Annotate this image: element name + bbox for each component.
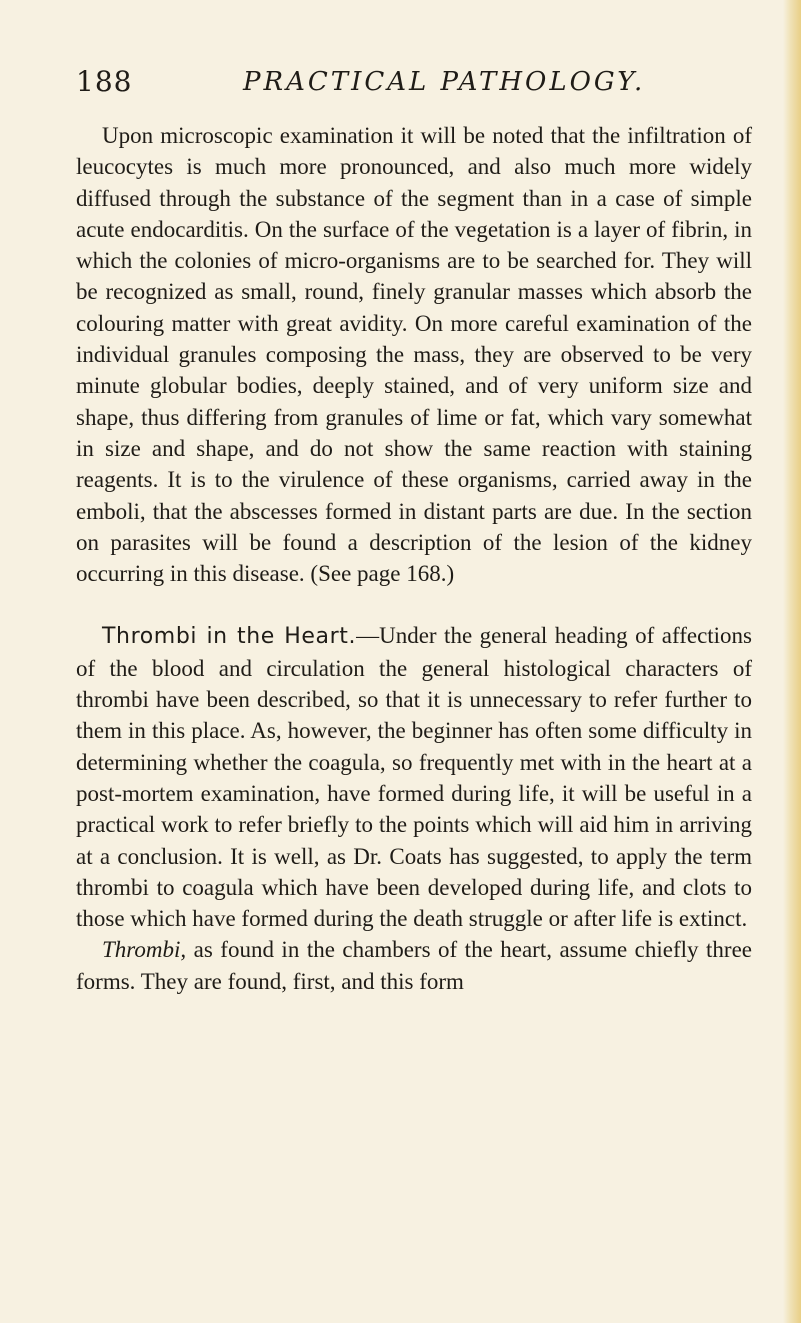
book-page [76, 66, 752, 1306]
page-edge-shading [783, 0, 801, 1323]
section-heading-thrombi: Thrombi in the Heart. [102, 624, 357, 650]
paragraph-thrombi-body: —Under the general heading of affections of the blood and circulation the general histological characters of thrombi have been described, so that it is unnecessary to refer further to them in this place. As, however, the beginner has often some difficulty in determining whether the coagula, so frequently met with in the heart at a post-mortem examination, have formed during life, it will be useful in a practical work to refer briefly to the points which will aid him in arriving at a conclusion. It is well, as Dr. Coats has suggested, to apply the term thrombi to coagula which have been developed during life, and clots to those which have formed during the death struggle or after life is extinct. [76, 623, 753, 932]
paragraph-microscopic-examination: Upon microscopic examination it will be noted that the infiltration of leucocytes is much more pronounced, and also much more widely diffused through the substance of the segment than in a case of simple acute endocarditis. On the surface of the vegetation is a layer of fibrin, in which the colonies of micro-organisms are to be searched for. They will be recognized as small, round, finely granular masses which absorb the colouring matter with great avidity. On more careful examination of the individual granules composing the mass, they are observed to be very minute globular bodies, deeply stained, and of very uniform size and shape, thus differing from granules of lime or fat, which vary somewhat in size and shape, and do not show the same reaction with staining reagents. It is to the virulence of these organisms, carried away in the emboli, that the abscesses formed in distant parts are due. In the section on parasites will be found a description of the lesion of the kidney occurring in this disease. (See page 168.) [76, 123, 752, 587]
italic-term-thrombi: Thrombi, [102, 937, 187, 963]
paragraph-thrombi-forms-body: as found in the chambers of the heart, assume chiefly three forms. They are found, first, and this form [76, 937, 752, 994]
page-number: 188 [76, 65, 133, 98]
page-header [76, 66, 752, 106]
running-head: PRACTICAL PATHOLOGY. [243, 67, 646, 97]
paragraph-thrombi-forms [76, 934, 752, 997]
paragraph-thrombi-in-the-heart [76, 620, 752, 934]
